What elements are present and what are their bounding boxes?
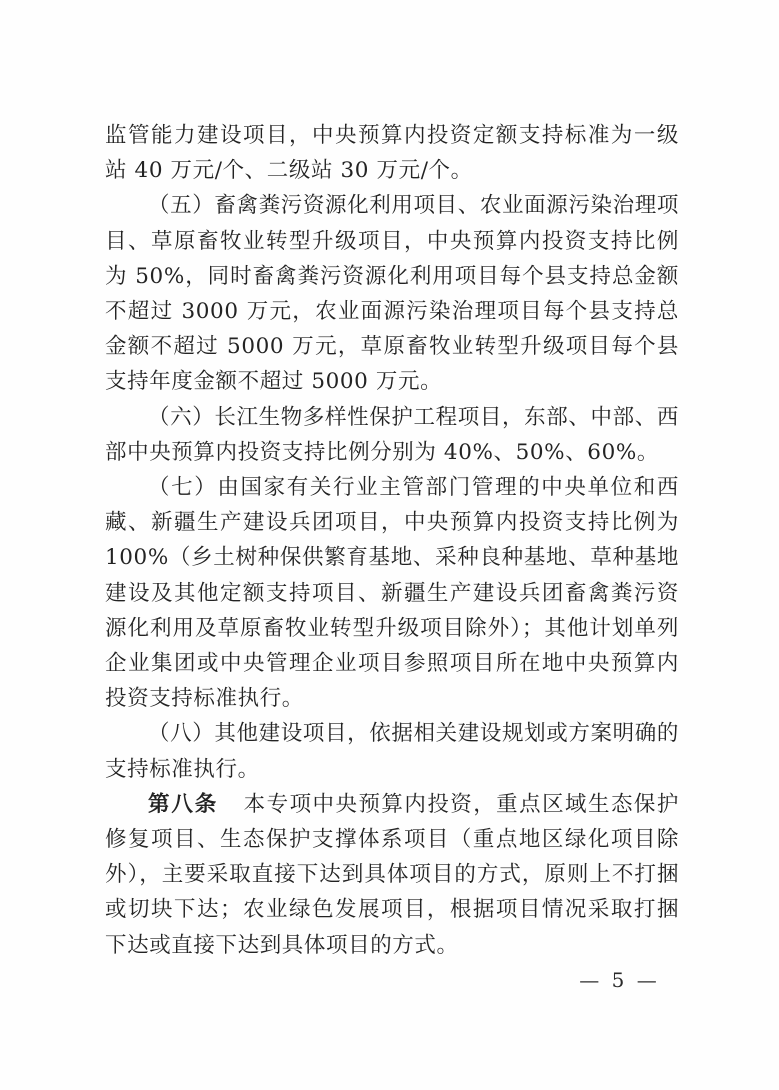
page-number: — 5 — xyxy=(579,968,660,992)
paragraph-item-eight: （八）其他建设项目，依据相关建设规划或方案明确的支持标准执行。 xyxy=(105,721,679,782)
article-eight-label: 第八条 xyxy=(148,791,219,817)
paragraph-continuation-item-four: 监管能力建设项目，中央预算内投资定额支持标准为一级站 40 万元/个、二级站 30 万元/个。 xyxy=(105,123,679,184)
paragraph-item-six: （六）长江生物多样性保护工程项目，东部、中部、西部中央预算内投资支持比例分别为 40%、50%、60%。 xyxy=(105,404,679,465)
article-eight-body: 本专项中央预算内投资，重点区域生态保护修复项目、生态保护支撑体系项目（重点地区绿化项目除外），主要采取直接下达到具体项目的方式，原则上不打捆或切块下达；农业绿色发展项目，根据项目情况采取打捆下达或直接下达到具体项目的方式。 xyxy=(105,791,679,958)
paragraph-item-seven: （七）由国家有关行业主管部门管理的中央单位和西藏、新疆生产建设兵团项目，中央预算内投资支持比例为 100%（乡土树种保供繁育基地、采种良种基地、草种基地建设及其他定额支持项目、新疆生产建设兵团畜禽粪污资源化利用及草原畜牧业转型升级项目除外）；其他计划单列企业集团或中央管理企业项目参照项目所在地中央预算内投资支持标准执行。 xyxy=(105,475,679,712)
page-footer xyxy=(0,968,779,992)
paragraph-item-five: （五）畜禽粪污资源化利用项目、农业面源污染治理项目、草原畜牧业转型升级项目，中央预算内投资支持比例为 50%，同时畜禽粪污资源化利用项目每个县支持总金额不超过 3000 万元，农业面源污染治理项目每个县支持总金额不超过 5000 万元，草原畜牧业转型升级项目每个县支持年度金额不超过 5000 万元。 xyxy=(105,193,679,395)
document-text-block xyxy=(105,118,679,963)
paragraph-article-eight xyxy=(105,787,679,963)
